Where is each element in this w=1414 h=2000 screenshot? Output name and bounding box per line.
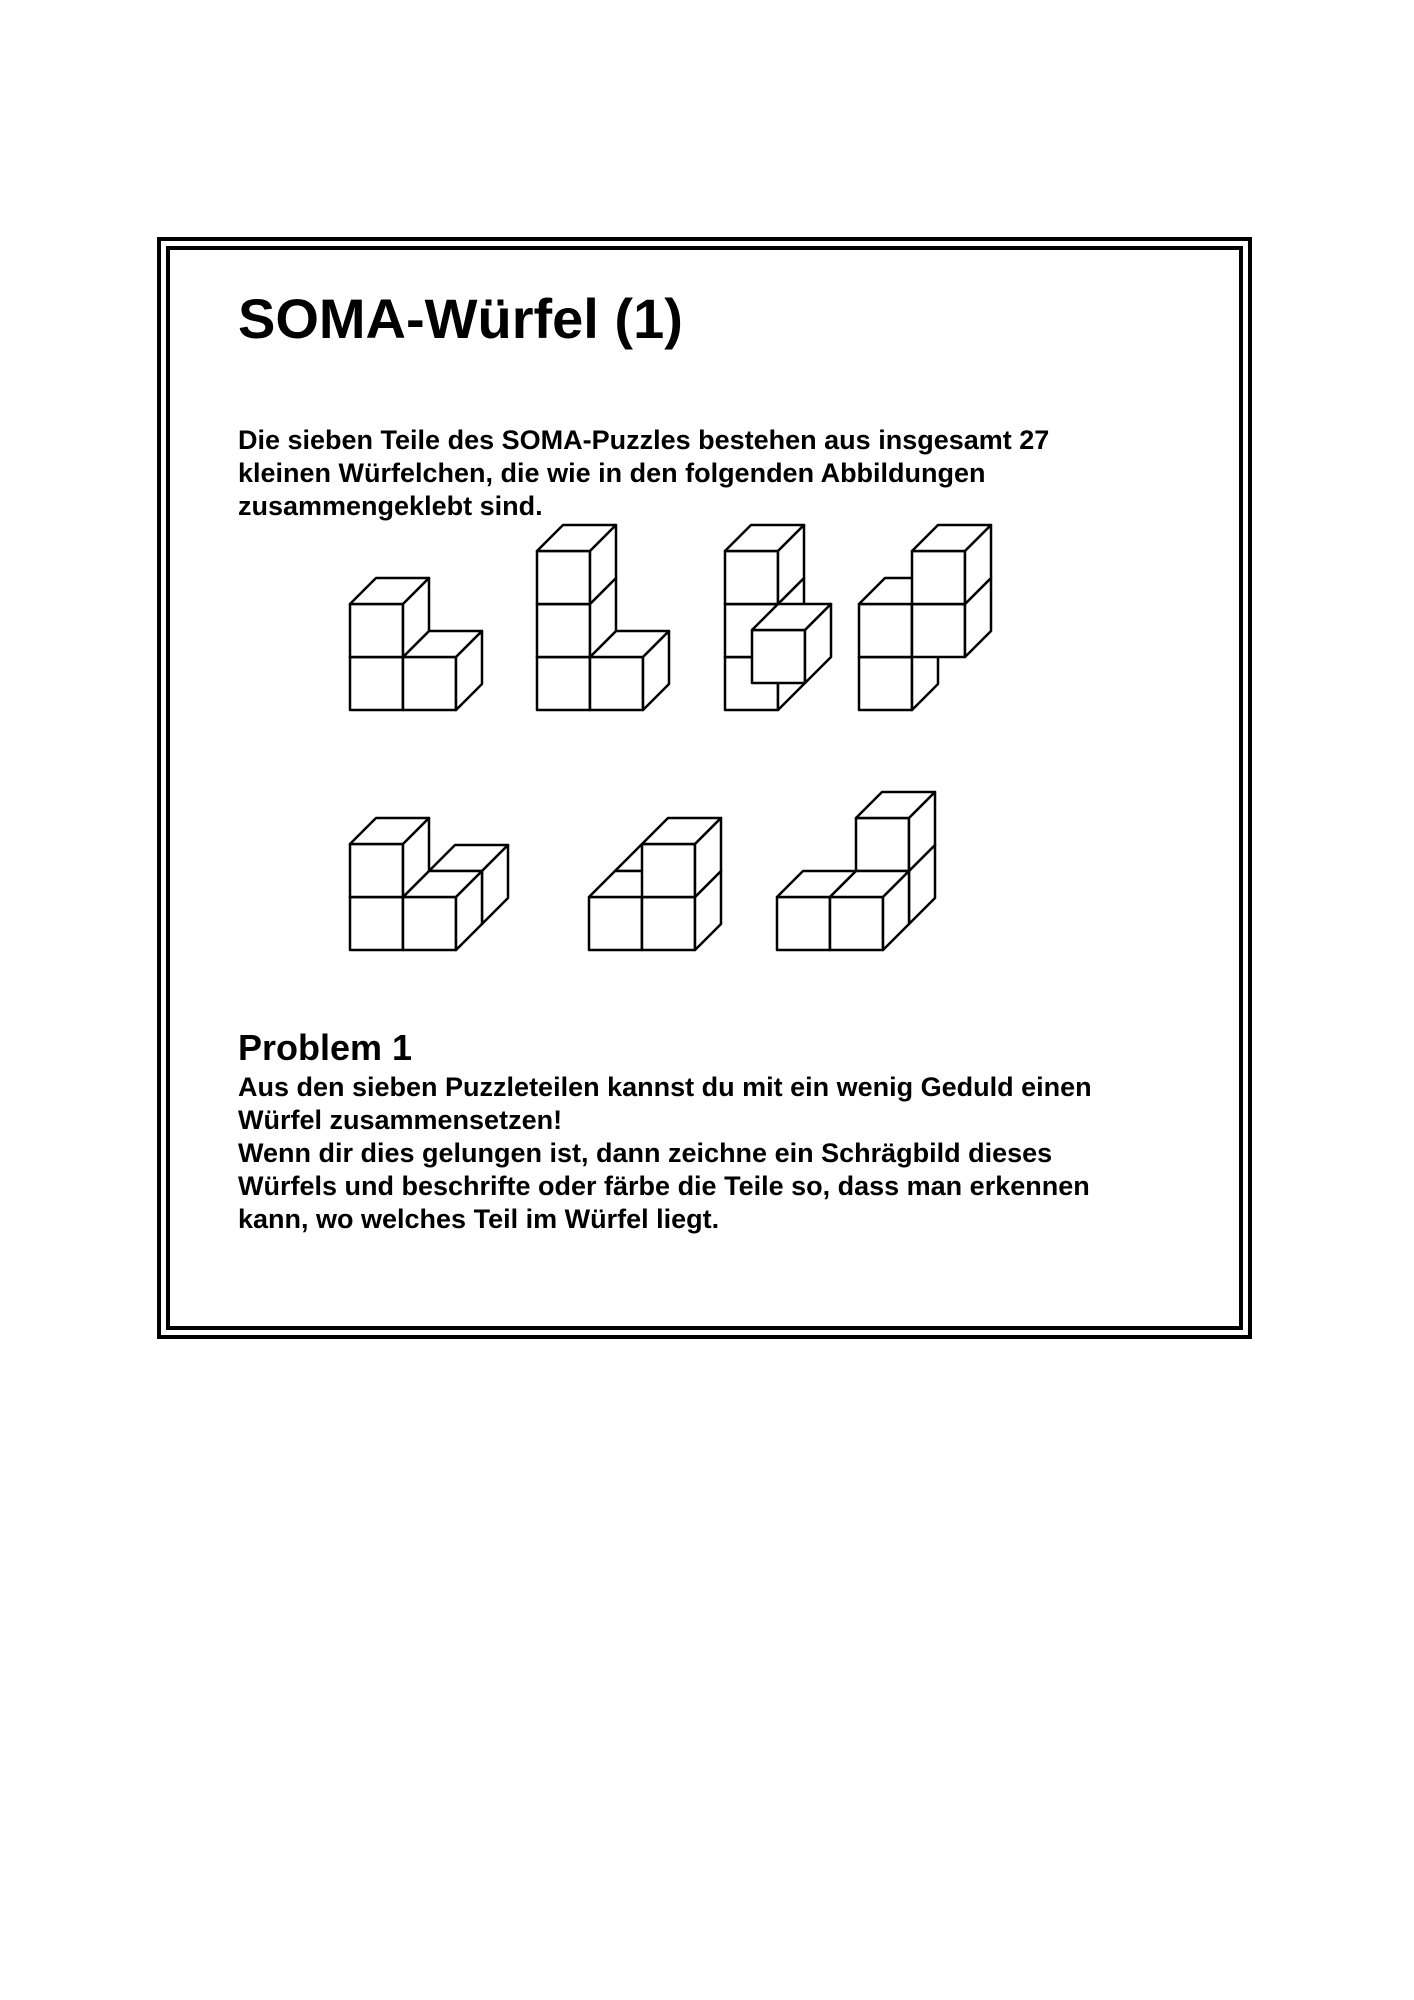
intro-line-2: kleinen Würfelchen, die wie in den folgenden Abbildungen — [238, 458, 986, 488]
worksheet-title: SOMA-Würfel (1) — [238, 287, 683, 350]
problem-text — [238, 1071, 1188, 1236]
problem-line-4: Würfels und beschrifte oder färbe die Teile so, dass man erkennen — [238, 1171, 1090, 1201]
problem-line-5: kann, wo welches Teil im Würfel liegt. — [238, 1204, 720, 1234]
problem-line-3: Wenn dir dies gelungen ist, dann zeichne ein Schrägbild dieses — [238, 1138, 1053, 1168]
intro-paragraph — [238, 424, 1138, 523]
problem-line-1: Aus den sieben Puzzleteilen kannst du mit ein wenig Geduld einen — [238, 1072, 1092, 1102]
problem-line-2: Würfel zusammensetzen! — [238, 1105, 563, 1135]
problem-heading: Problem 1 — [238, 1027, 413, 1068]
intro-line-1: Die sieben Teile des SOMA-Puzzles bestehen aus insgesamt 27 — [238, 425, 1050, 455]
intro-line-3: zusammengeklebt sind. — [238, 491, 543, 521]
